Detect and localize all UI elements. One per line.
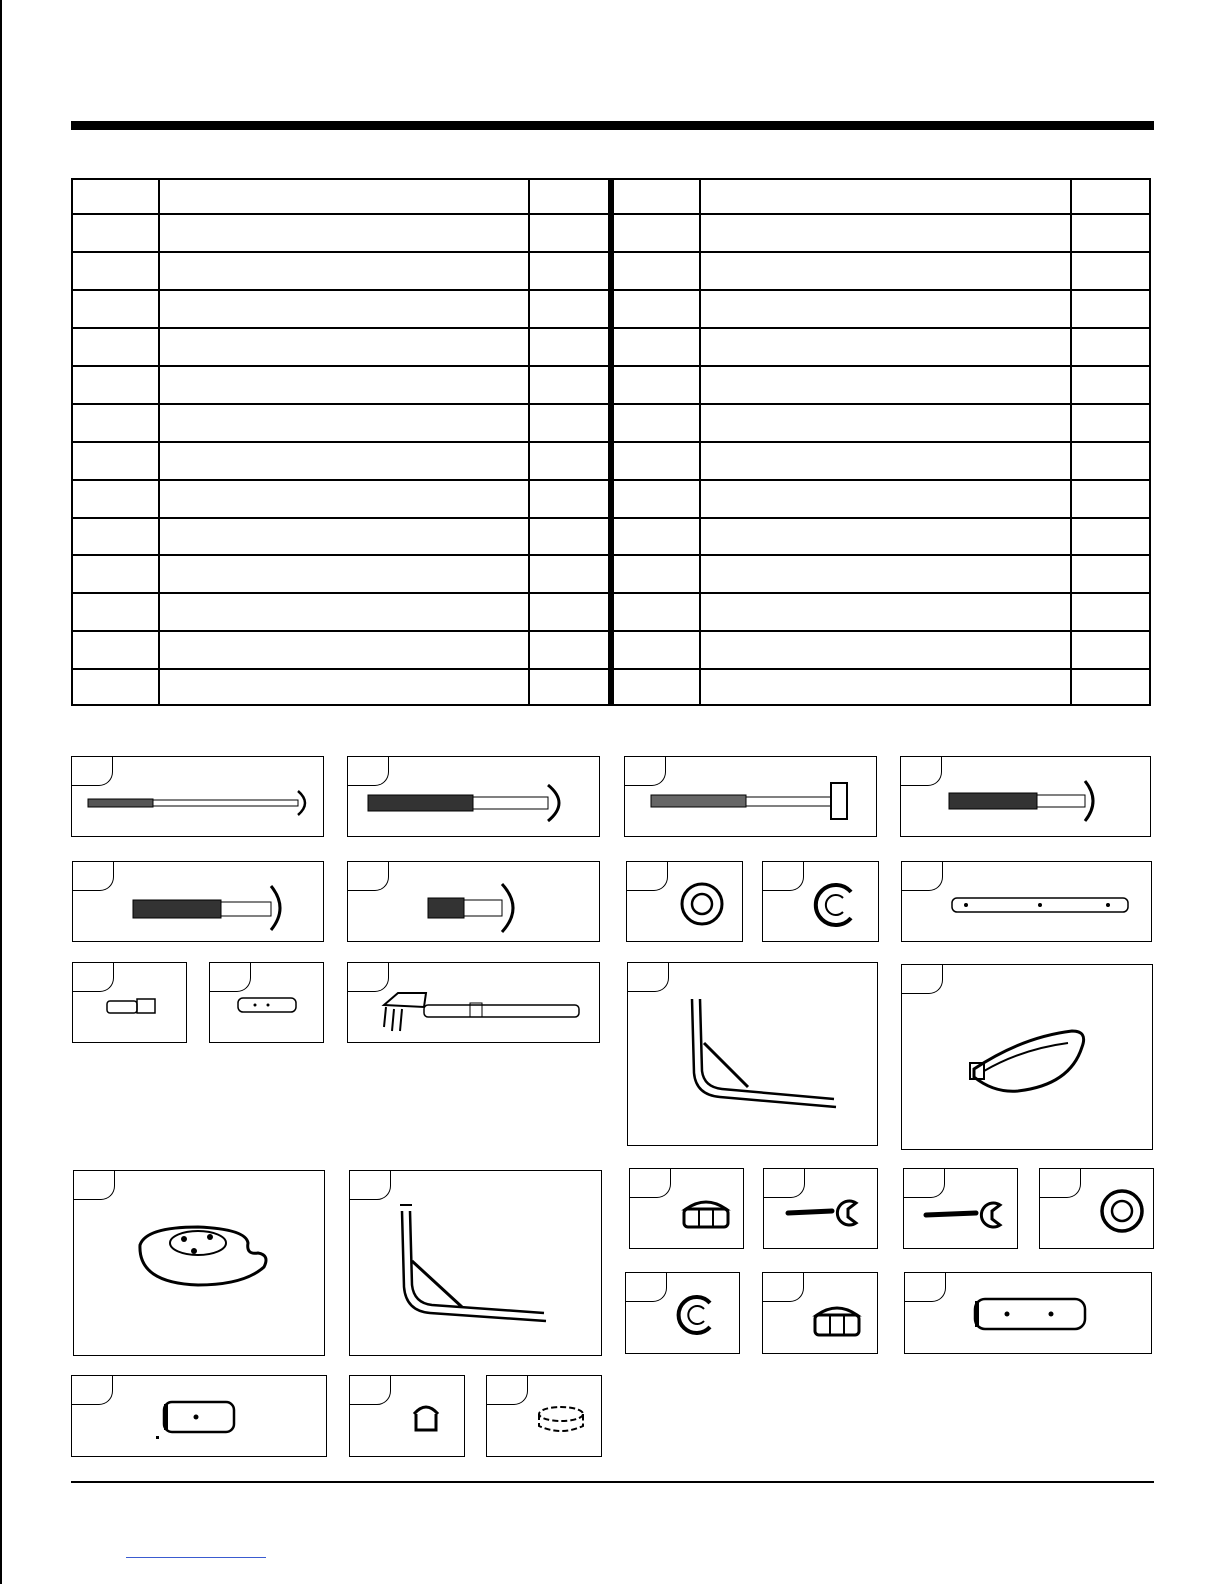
footer-link-underline[interactable] bbox=[126, 1557, 266, 1558]
flat-washer-icon bbox=[627, 862, 744, 943]
part-small-bracket bbox=[72, 962, 187, 1043]
l-frame-icon bbox=[628, 963, 879, 1147]
part-washer-b bbox=[1039, 1168, 1154, 1249]
part-flat-washer bbox=[626, 861, 743, 942]
long-bolt-icon bbox=[72, 757, 325, 838]
seat-icon bbox=[74, 1171, 326, 1357]
part-wrench-b bbox=[903, 1168, 1018, 1249]
washer-icon bbox=[1040, 1169, 1155, 1250]
part-short-bolt bbox=[347, 861, 600, 942]
part-medium-bolt bbox=[900, 756, 1151, 837]
part-l-frame bbox=[627, 962, 878, 1146]
header-bar bbox=[71, 121, 1154, 130]
spacer-icon bbox=[72, 1376, 328, 1458]
bracket-tube-icon bbox=[348, 963, 601, 1044]
cap-nut-icon bbox=[763, 1273, 879, 1355]
hex-bolt-icon bbox=[625, 757, 878, 838]
part-l-frame-b bbox=[349, 1170, 602, 1356]
part-spacer-short bbox=[71, 1375, 327, 1457]
medium-bolt-icon bbox=[901, 757, 1152, 838]
table-col-divider bbox=[528, 180, 530, 704]
short-bolt-icon bbox=[348, 862, 601, 943]
split-washer-icon bbox=[626, 1273, 741, 1355]
part-cap-nut bbox=[629, 1168, 744, 1249]
spacer-tube-icon bbox=[905, 1273, 1153, 1355]
part-medium-bolt-b bbox=[72, 861, 324, 942]
part-end-cap bbox=[349, 1375, 465, 1457]
part-wrench-a bbox=[763, 1168, 878, 1249]
table-col-divider bbox=[699, 180, 701, 704]
tube-icon bbox=[902, 862, 1153, 943]
part-cap-nut-b bbox=[762, 1272, 878, 1354]
medium-bolt-icon bbox=[73, 862, 325, 943]
table-col-divider bbox=[1070, 180, 1072, 704]
part-bracket-tube bbox=[347, 962, 600, 1043]
part-seat bbox=[73, 1170, 325, 1356]
bracket-icon bbox=[73, 963, 188, 1044]
split-washer-icon bbox=[763, 862, 880, 943]
long-bolt-icon bbox=[348, 757, 601, 838]
table-center-divider bbox=[608, 180, 614, 704]
handlebar-icon bbox=[902, 965, 1154, 1151]
part-split-washer-b bbox=[625, 1272, 740, 1354]
l-frame-icon bbox=[350, 1171, 603, 1357]
parts-list-table bbox=[71, 178, 1151, 706]
part-hex-bolt bbox=[624, 756, 877, 837]
part-long-tube bbox=[901, 861, 1152, 942]
bushing-icon bbox=[487, 1376, 603, 1458]
footer-rule bbox=[71, 1481, 1154, 1483]
end-cap-icon bbox=[350, 1376, 466, 1458]
table-col-divider bbox=[158, 180, 160, 704]
cap-nut-icon bbox=[630, 1169, 745, 1250]
part-long-bolt-a bbox=[71, 756, 324, 837]
part-spacer-tube bbox=[904, 1272, 1152, 1354]
wrench-icon bbox=[904, 1169, 1019, 1250]
tube-icon bbox=[210, 963, 325, 1044]
part-small-tube bbox=[209, 962, 324, 1043]
wrench-icon bbox=[764, 1169, 879, 1250]
part-bushing bbox=[486, 1375, 602, 1457]
part-long-bolt-b bbox=[347, 756, 600, 837]
part-handlebar bbox=[901, 964, 1153, 1150]
part-split-washer bbox=[762, 861, 879, 942]
page-edge-rule bbox=[0, 0, 2, 1584]
